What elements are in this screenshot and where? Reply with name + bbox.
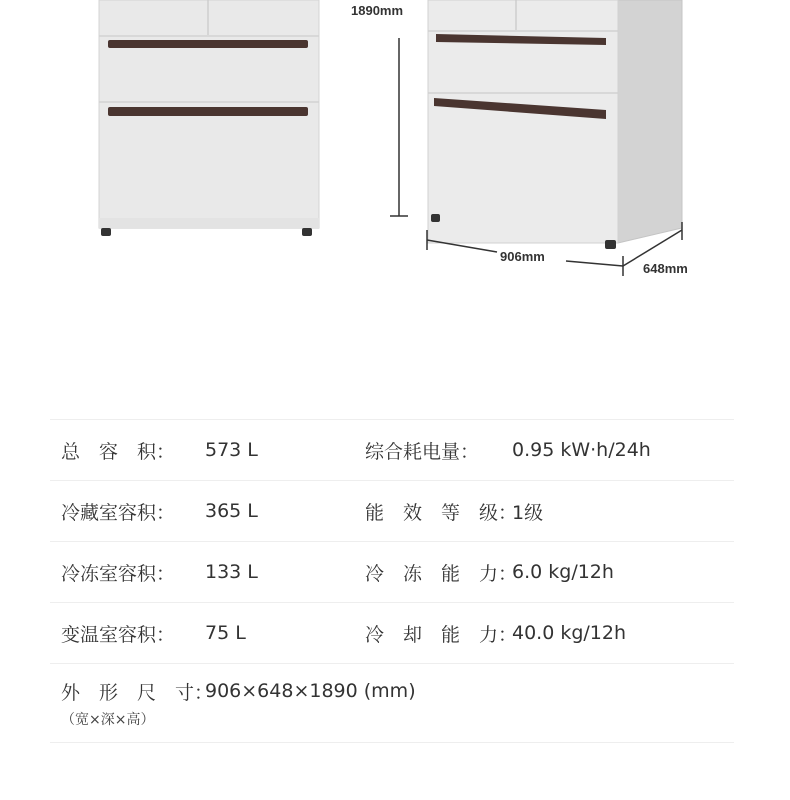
spec-value: 906×648×1890 (mm) [205,680,416,702]
spec-value: 0.95 kW·h/24h [512,439,651,461]
height-label: 1890mm [351,3,404,18]
fridge-illustration [0,0,790,300]
spec-label: 总 容 积： [61,440,176,463]
spec-value: 1级 [512,501,544,524]
spec-value: 573 L [205,439,258,461]
height-dimension-line [390,38,408,216]
spec-value: 365 L [205,500,258,522]
spec-label: 冷藏室容积： [61,501,176,524]
width-label: 906mm [500,249,545,264]
perspective-foot-left [431,214,440,222]
spec-row-freezer-volume [50,541,734,602]
spec-label: 能 效 等 级： [365,501,518,524]
depth-label: 648mm [643,261,688,276]
spec-row-total-volume [50,419,734,480]
drawer-handle-lower [108,107,308,116]
fridge-front-view [99,0,319,236]
foot-right [302,228,312,236]
spec-label: 外 形 尺 寸： [61,681,214,704]
perspective-foot-right [605,240,616,249]
spec-row-convertible-volume [50,602,734,663]
spec-value: 75 L [205,622,246,644]
spec-label: 变温室容积： [61,623,176,646]
fridge-perspective-view [428,0,682,249]
spec-value: 6.0 kg/12h [512,561,614,583]
spec-label: 综合耗电量： [365,440,480,463]
spec-value: 40.0 kg/12h [512,622,627,644]
foot-left [101,228,111,236]
spec-row-fridge-volume [50,480,734,541]
spec-value: 133 L [205,561,258,583]
spec-table [50,419,734,743]
spec-label: 冷冻室容积： [61,562,176,585]
spec-sub-label: （宽×深×高） [61,712,155,728]
drawer-handle-upper [108,40,308,48]
spec-row-dimensions [50,663,734,743]
spec-label: 冷 却 能 力： [365,623,518,646]
spec-label: 冷 冻 能 力： [365,562,518,585]
